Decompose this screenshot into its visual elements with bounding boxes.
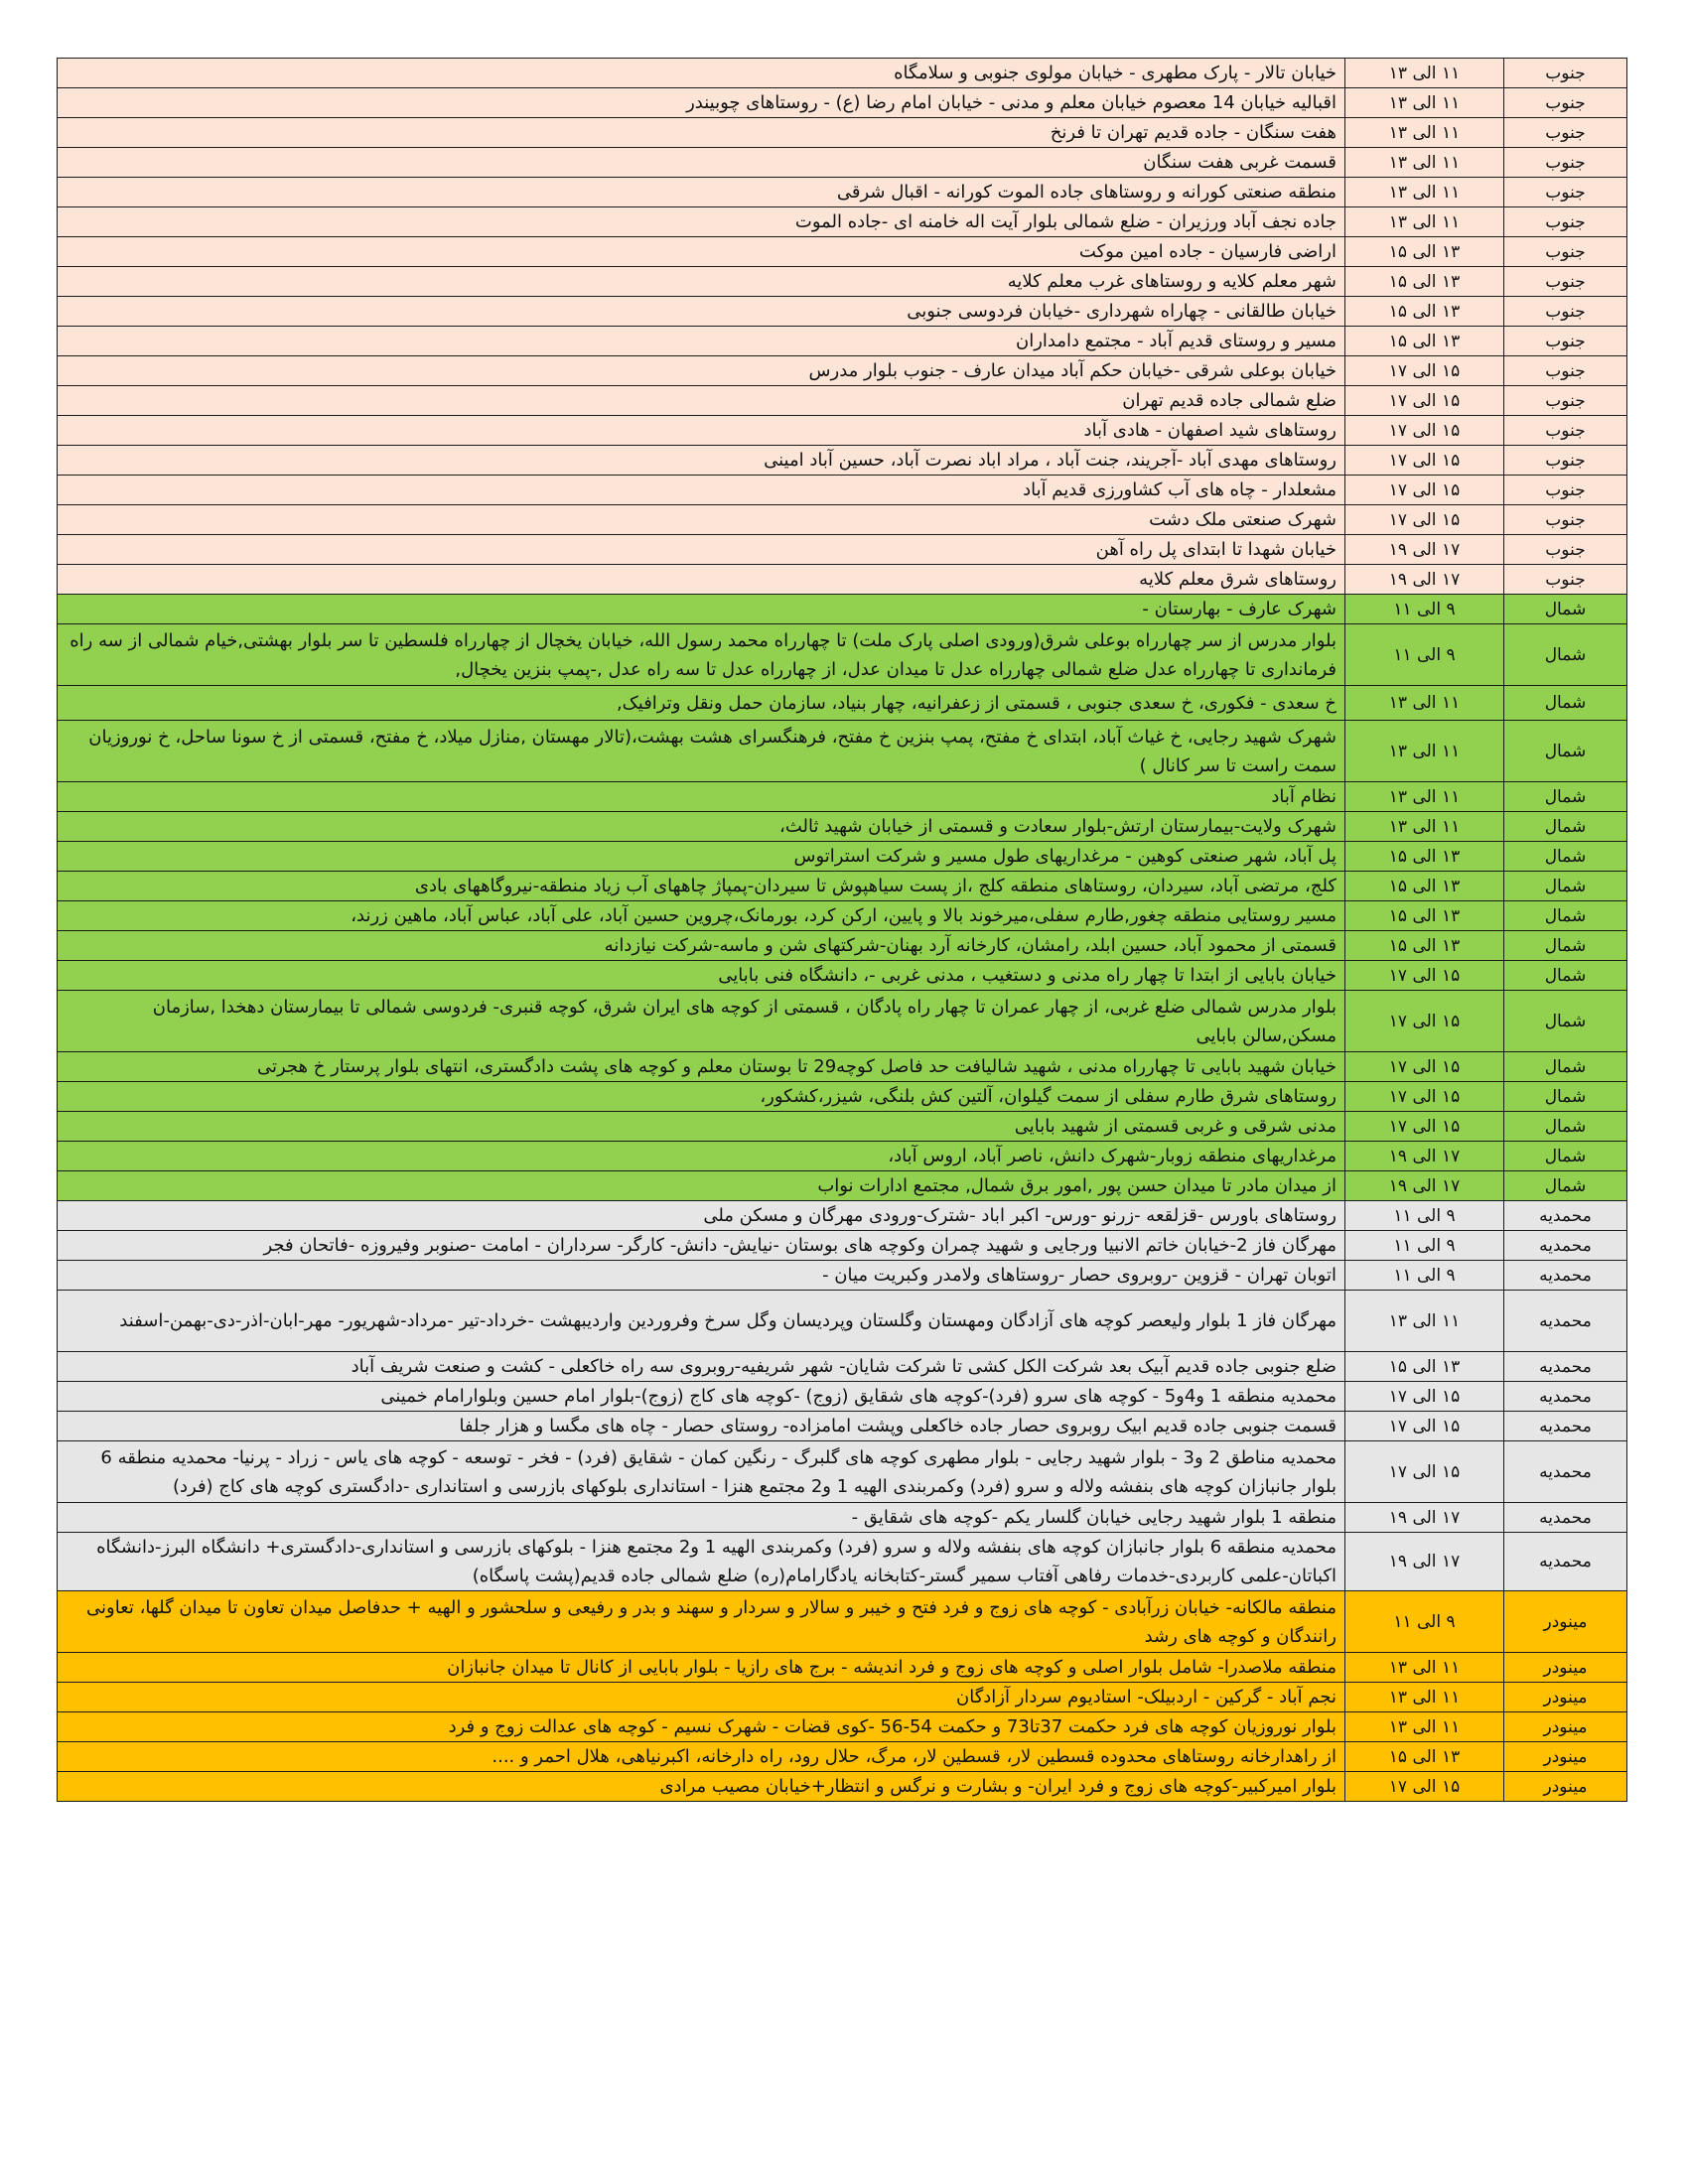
schedule-row xyxy=(58,782,1627,812)
schedule-row xyxy=(58,1142,1627,1171)
region-cell: جنوب xyxy=(1504,59,1627,88)
hours-cell: ۱۳ الی ۱۵ xyxy=(1345,931,1504,961)
schedule-row xyxy=(58,535,1627,565)
areas-cell: شهرک ولایت-بیمارستان ارتش-بلوار سعادت و قسمتی از خیابان شهید ثالث، xyxy=(58,812,1345,842)
region-cell: شمال xyxy=(1504,1052,1627,1082)
region-cell: محمدیه xyxy=(1504,1291,1627,1352)
hours-cell: ۱۱ الی ۱۳ xyxy=(1345,721,1504,782)
hours-cell: ۱۱ الی ۱۳ xyxy=(1345,686,1504,721)
hours-cell: ۱۱ الی ۱۳ xyxy=(1345,1653,1504,1683)
region-cell: شمال xyxy=(1504,1082,1627,1112)
region-cell: محمدیه xyxy=(1504,1261,1627,1291)
region-cell: جنوب xyxy=(1504,207,1627,237)
schedule-row xyxy=(58,297,1627,327)
schedule-row xyxy=(58,901,1627,931)
schedule-row xyxy=(58,446,1627,476)
areas-cell: از راهدارخانه روستاهای محدوده قسطین لار، قسطین لار، مرگ، حلال رود، راه دارخانه، اکبرنیاهی، هلال احمر و .... xyxy=(58,1742,1345,1772)
region-cell: محمدیه xyxy=(1504,1231,1627,1261)
region-cell: جنوب xyxy=(1504,535,1627,565)
region-cell: محمدیه xyxy=(1504,1503,1627,1533)
hours-cell: ۱۷ الی ۱۹ xyxy=(1345,1142,1504,1171)
region-cell: مینودر xyxy=(1504,1772,1627,1802)
hours-cell: ۱۳ الی ۱۵ xyxy=(1345,1352,1504,1382)
hours-cell: ۹ الی ۱۱ xyxy=(1345,1201,1504,1231)
schedule-row xyxy=(58,1412,1627,1441)
areas-cell: روستاهای شید اصفهان - هادی آباد xyxy=(58,416,1345,446)
schedule-row xyxy=(58,1653,1627,1683)
region-cell: جنوب xyxy=(1504,297,1627,327)
region-cell: شمال xyxy=(1504,991,1627,1052)
schedule-row xyxy=(58,991,1627,1052)
schedule-row xyxy=(58,1082,1627,1112)
areas-cell: مرغداریهای منطقه زوبار-شهرک دانش، ناصر آباد، اروس آباد، xyxy=(58,1142,1345,1171)
outage-schedule-table xyxy=(57,58,1627,1802)
areas-cell: بلوار امیرکبیر-کوچه های زوج و فرد ایران- و بشارت و نرگس و انتظار+خیابان مصیب مرادی xyxy=(58,1772,1345,1802)
areas-cell: مسیر و روستای قدیم آباد - مجتمع دامداران xyxy=(58,327,1345,356)
region-cell: شمال xyxy=(1504,1112,1627,1142)
hours-cell: ۱۵ الی ۱۷ xyxy=(1345,446,1504,476)
region-cell: محمدیه xyxy=(1504,1441,1627,1503)
schedule-row xyxy=(58,1772,1627,1802)
hours-cell: ۱۱ الی ۱۳ xyxy=(1345,1291,1504,1352)
schedule-row xyxy=(58,842,1627,872)
hours-cell: ۱۵ الی ۱۷ xyxy=(1345,1441,1504,1503)
areas-cell: مدنی شرقی و غربی قسمتی از شهید بابایی xyxy=(58,1112,1345,1142)
region-cell: شمال xyxy=(1504,901,1627,931)
schedule-row xyxy=(58,267,1627,297)
region-cell: مینودر xyxy=(1504,1653,1627,1683)
hours-cell: ۱۵ الی ۱۷ xyxy=(1345,1772,1504,1802)
hours-cell: ۱۱ الی ۱۳ xyxy=(1345,1712,1504,1742)
hours-cell: ۹ الی ۱۱ xyxy=(1345,1231,1504,1261)
hours-cell: ۱۵ الی ۱۷ xyxy=(1345,961,1504,991)
areas-cell: بلوار مدرس از سر چهارراه بوعلی شرق(ورودی اصلی پارک ملت) تا چهارراه محمد رسول الله، خیابان یخچال از چهارراه فلسطین تا سر بلوار بهشتی,خیام شمالی از سه راه فرمانداری تا چهارراه عدل ضلع شمالی چهارراه عدل تا میدان عدل، از چهارراه عدل تا سه راه عدل ,-پمپ بنزین یخچال, xyxy=(58,624,1345,686)
areas-cell: پل آباد، شهر صنعتی کوهین - مرغداریهای طول مسیر و شرکت استراتوس xyxy=(58,842,1345,872)
region-cell: جنوب xyxy=(1504,476,1627,505)
schedule-row xyxy=(58,505,1627,535)
schedule-row xyxy=(58,59,1627,88)
schedule-row xyxy=(58,476,1627,505)
areas-cell: خیابان طالقانی - چهاراه شهرداری -خیابان فردوسی جنوبی xyxy=(58,297,1345,327)
region-cell: جنوب xyxy=(1504,118,1627,148)
areas-cell: بلوار نوروزیان کوچه های فرد حکمت 37تا73 و حکمت 54-56 -کوی قضات - شهرک نسیم - کوچه های عدالت زوج و فرد xyxy=(58,1712,1345,1742)
hours-cell: ۱۱ الی ۱۳ xyxy=(1345,118,1504,148)
areas-cell: مهرگان فاز 2-خیابان خاتم الانبیا ورجایی و شهید چمران وکوچه های بوستان -نیایش- دانش- کارگر- سرداران - امامت -صنوبر وفیروزه -فاتحان فجر xyxy=(58,1231,1345,1261)
schedule-row xyxy=(58,386,1627,416)
schedule-row xyxy=(58,1503,1627,1533)
hours-cell: ۱۵ الی ۱۷ xyxy=(1345,356,1504,386)
hours-cell: ۹ الی ۱۱ xyxy=(1345,1261,1504,1291)
areas-cell: روستاهای شرق معلم کلایه xyxy=(58,565,1345,595)
areas-cell: ضلع شمالی جاده قدیم تهران xyxy=(58,386,1345,416)
hours-cell: ۱۳ الی ۱۵ xyxy=(1345,267,1504,297)
hours-cell: ۹ الی ۱۱ xyxy=(1345,595,1504,624)
schedule-row xyxy=(58,356,1627,386)
hours-cell: ۱۱ الی ۱۳ xyxy=(1345,782,1504,812)
schedule-row xyxy=(58,1231,1627,1261)
hours-cell: ۱۵ الی ۱۷ xyxy=(1345,1412,1504,1441)
region-cell: مینودر xyxy=(1504,1683,1627,1712)
areas-cell: از میدان مادر تا میدان حسن پور ,امور برق شمال, مجتمع ادارات نواب xyxy=(58,1171,1345,1201)
schedule-row xyxy=(58,416,1627,446)
hours-cell: ۱۷ الی ۱۹ xyxy=(1345,1503,1504,1533)
region-cell: شمال xyxy=(1504,1171,1627,1201)
hours-cell: ۱۳ الی ۱۵ xyxy=(1345,1742,1504,1772)
hours-cell: ۱۵ الی ۱۷ xyxy=(1345,1082,1504,1112)
schedule-row xyxy=(58,88,1627,118)
areas-cell: منطقه صنعتی کورانه و روستاهای جاده الموت کورانه - اقبال شرقی xyxy=(58,178,1345,207)
areas-cell: خیابان شهید بابایی تا چهارراه مدنی ، شهید شالیافت حد فاصل کوچه29 تا بوستان معلم و کوچه های پشت دادگستری، انتهای بلوار پرستار خ هجرتی xyxy=(58,1052,1345,1082)
areas-cell: روستاهای مهدی آباد -آجریند، جنت آباد ، مراد اباد نصرت آباد، حسین آباد امینی xyxy=(58,446,1345,476)
hours-cell: ۱۱ الی ۱۳ xyxy=(1345,148,1504,178)
areas-cell: کلج، مرتضی آباد، سیردان، روستاهای منطقه کلج ،از پست سیاهپوش تا سیردان-پمپاژ چاههای آب زیاد منطقه-نیروگاههای بادی xyxy=(58,872,1345,901)
region-cell: شمال xyxy=(1504,961,1627,991)
hours-cell: ۱۳ الی ۱۵ xyxy=(1345,901,1504,931)
areas-cell: منطقه ملاصدرا- شامل بلوار اصلی و کوچه های زوج و فرد اندیشه - برج های رازیا - بلوار بابایی از کانال تا میدان جانبازان xyxy=(58,1653,1345,1683)
hours-cell: ۹ الی ۱۱ xyxy=(1345,624,1504,686)
areas-cell: منطقه مالکانه- خیابان زرآبادی - کوچه های زوج و فرد فتح و خیبر و سالار و سردار و سهند و بدر و رفیعی و سلحشور و الهیه + حدفاصل میدان تعاون تا میدان گلها، تعاونی رانندگان و کوچه های رشد xyxy=(58,1591,1345,1653)
areas-cell: اراضی فارسیان - جاده امین موکت xyxy=(58,237,1345,267)
hours-cell: ۱۱ الی ۱۳ xyxy=(1345,59,1504,88)
schedule-row xyxy=(58,812,1627,842)
schedule-row xyxy=(58,1742,1627,1772)
region-cell: جنوب xyxy=(1504,416,1627,446)
region-cell: محمدیه xyxy=(1504,1412,1627,1441)
schedule-row xyxy=(58,686,1627,721)
schedule-row xyxy=(58,1291,1627,1352)
region-cell: جنوب xyxy=(1504,267,1627,297)
region-cell: جنوب xyxy=(1504,237,1627,267)
region-cell: شمال xyxy=(1504,782,1627,812)
schedule-row xyxy=(58,118,1627,148)
region-cell: مینودر xyxy=(1504,1742,1627,1772)
hours-cell: ۱۵ الی ۱۷ xyxy=(1345,505,1504,535)
areas-cell: اقبالیه خیابان 14 معصوم خیابان معلم و مدنی - خیابان امام رضا (ع) - روستاهای چوبیندر xyxy=(58,88,1345,118)
hours-cell: ۱۱ الی ۱۳ xyxy=(1345,207,1504,237)
region-cell: جنوب xyxy=(1504,88,1627,118)
region-cell: شمال xyxy=(1504,595,1627,624)
areas-cell: قسمت غربی هفت سنگان xyxy=(58,148,1345,178)
schedule-row xyxy=(58,178,1627,207)
region-cell: جنوب xyxy=(1504,446,1627,476)
hours-cell: ۱۷ الی ۱۹ xyxy=(1345,535,1504,565)
areas-cell: محمدیه مناطق 2 و3 - بلوار شهید رجایی - بلوار مطهری کوچه های گلبرگ - رنگین کمان - شقایق (فرد) - فخر - توسعه - کوچه های یاس - زراد - پرنیا- محمدیه منطقه 6 بلوار جانبازان کوچه های بنفشه ولاله و سرو (فرد) وکمربندی الهیه 1 و2 مجتمع هنزا - استانداری بلوکهای بازرسی و استانداری -دادگستری کوچه های کاج (فرد) xyxy=(58,1441,1345,1503)
areas-cell: خیابان بابایی از ابتدا تا چهار راه مدنی و دستغیب ، مدنی غربی -، دانشگاه فنی بابایی xyxy=(58,961,1345,991)
hours-cell: ۱۵ الی ۱۷ xyxy=(1345,416,1504,446)
region-cell: مینودر xyxy=(1504,1591,1627,1653)
schedule-row xyxy=(58,1352,1627,1382)
areas-cell: مشعلدار - چاه های آب کشاورزی قدیم آباد xyxy=(58,476,1345,505)
hours-cell: ۱۷ الی ۱۹ xyxy=(1345,1533,1504,1591)
areas-cell: مسیر روستایی منطقه چغور,طارم سفلی،میرخوند بالا و پایین، ارکن کرد، بورمانک،چروین حسین آباد، علی آباد، عباس آباد، ماهین زرند، xyxy=(58,901,1345,931)
schedule-row xyxy=(58,237,1627,267)
region-cell: جنوب xyxy=(1504,505,1627,535)
region-cell: شمال xyxy=(1504,931,1627,961)
schedule-row xyxy=(58,327,1627,356)
region-cell: محمدیه xyxy=(1504,1201,1627,1231)
areas-cell: هفت سنگان - جاده قدیم تهران تا فرنخ xyxy=(58,118,1345,148)
hours-cell: ۱۷ الی ۱۹ xyxy=(1345,1171,1504,1201)
schedule-row xyxy=(58,1712,1627,1742)
hours-cell: ۱۵ الی ۱۷ xyxy=(1345,1382,1504,1412)
areas-cell: بلوار مدرس شمالی ضلع غربی، از چهار عمران تا چهار راه پادگان ، قسمتی از کوچه های ایران شرق، کوچه قنبری- فردوسی شمالی تا بیمارستان دهخدا ,سازمان مسکن,سالن بابایی xyxy=(58,991,1345,1052)
areas-cell: خیابان بوعلی شرقی -خیابان حکم آباد میدان عارف - جنوب بلوار مدرس xyxy=(58,356,1345,386)
hours-cell: ۹ الی ۱۱ xyxy=(1345,1591,1504,1653)
areas-cell: اتوبان تهران - قزوین -روبروی حصار -روستاهای ولامدر وکبریت میان - xyxy=(58,1261,1345,1291)
schedule-row xyxy=(58,1591,1627,1653)
region-cell: شمال xyxy=(1504,872,1627,901)
region-cell: جنوب xyxy=(1504,148,1627,178)
areas-cell: ضلع جنوبی جاده قدیم آبیک بعد شرکت الکل کشی تا شرکت شایان- شهر شریفیه-روبروی سه راه خاکعلی - کشت و صنعت شریف آباد xyxy=(58,1352,1345,1382)
schedule-row xyxy=(58,1171,1627,1201)
schedule-row xyxy=(58,624,1627,686)
hours-cell: ۱۳ الی ۱۵ xyxy=(1345,842,1504,872)
region-cell: شمال xyxy=(1504,1142,1627,1171)
region-cell: جنوب xyxy=(1504,356,1627,386)
region-cell: شمال xyxy=(1504,842,1627,872)
schedule-row xyxy=(58,1261,1627,1291)
areas-cell: خ سعدی - فکوری، خ سعدی جنوبی ، قسمتی از زعفرانیه، چهار بنیاد، سازمان حمل ونقل وترافیک, xyxy=(58,686,1345,721)
hours-cell: ۱۱ الی ۱۳ xyxy=(1345,1683,1504,1712)
areas-cell: مهرگان فاز 1 بلوار ولیعصر کوچه های آزادگان ومهستان وگلستان وپردیسان وگل سرخ وفروردین واردیبهشت -خرداد-تیر -مرداد-شهریور- مهر-ابان-اذر-دی-بهمن-اسفند xyxy=(58,1291,1345,1352)
schedule-row xyxy=(58,1201,1627,1231)
region-cell: محمدیه xyxy=(1504,1533,1627,1591)
schedule-row xyxy=(58,1382,1627,1412)
schedule-row xyxy=(58,1441,1627,1503)
areas-cell: خیابان تالار - پارک مطهری - خیابان مولوی جنوبی و سلامگاه xyxy=(58,59,1345,88)
schedule-row xyxy=(58,565,1627,595)
areas-cell: شهر معلم کلایه و روستاهای غرب معلم کلایه xyxy=(58,267,1345,297)
areas-cell: منطقه 1 بلوار شهید رجایی خیابان گلسار یکم -کوچه های شقایق - xyxy=(58,1503,1345,1533)
areas-cell: نجم آباد - گرکین - اردبیلک- استادیوم سردار آزادگان xyxy=(58,1683,1345,1712)
region-cell: جنوب xyxy=(1504,178,1627,207)
hours-cell: ۱۳ الی ۱۵ xyxy=(1345,327,1504,356)
hours-cell: ۱۵ الی ۱۷ xyxy=(1345,1052,1504,1082)
areas-cell: قسمت جنوبی جاده قدیم ابیک روبروی حصار جاده خاکعلی وپشت امامزاده- روستای حصار - چاه های مگسا و هزار جلفا xyxy=(58,1412,1345,1441)
region-cell: محمدیه xyxy=(1504,1352,1627,1382)
hours-cell: ۱۵ الی ۱۷ xyxy=(1345,386,1504,416)
schedule-row xyxy=(58,961,1627,991)
region-cell: شمال xyxy=(1504,721,1627,782)
hours-cell: ۱۳ الی ۱۵ xyxy=(1345,872,1504,901)
region-cell: شمال xyxy=(1504,686,1627,721)
areas-cell: روستاهای شرق طارم سفلی از سمت گیلوان، آلتین کش بلنگی، شیزر،کشکور، xyxy=(58,1082,1345,1112)
schedule-row xyxy=(58,1052,1627,1082)
region-cell: مینودر xyxy=(1504,1712,1627,1742)
region-cell: جنوب xyxy=(1504,327,1627,356)
areas-cell: شهرک شهید رجایی، خ غیاث آباد، ابتدای خ مفتح، پمپ بنزین خ مفتح، فرهنگسرای هشت بهشت،(تالار مهستان ,منازل میلاد، خ مفتح، قسمتی از خ سونا ساحل، خ نوروزیان سمت راست تا سر کانال ) xyxy=(58,721,1345,782)
schedule-row xyxy=(58,721,1627,782)
region-cell: جنوب xyxy=(1504,565,1627,595)
region-cell: محمدیه xyxy=(1504,1382,1627,1412)
areas-cell: قسمتی از محمود آباد، حسین ابلد، رامشان، کارخانه آرد بهنان-شرکتهای شن و ماسه-شرکت نیازدانه xyxy=(58,931,1345,961)
hours-cell: ۱۱ الی ۱۳ xyxy=(1345,812,1504,842)
schedule-row xyxy=(58,1683,1627,1712)
schedule-row xyxy=(58,148,1627,178)
hours-cell: ۱۳ الی ۱۵ xyxy=(1345,297,1504,327)
region-cell: جنوب xyxy=(1504,386,1627,416)
areas-cell: خیابان شهدا تا ابتدای پل راه آهن xyxy=(58,535,1345,565)
schedule-row xyxy=(58,931,1627,961)
schedule-row xyxy=(58,872,1627,901)
hours-cell: ۱۵ الی ۱۷ xyxy=(1345,476,1504,505)
areas-cell: نظام آباد xyxy=(58,782,1345,812)
hours-cell: ۱۱ الی ۱۳ xyxy=(1345,178,1504,207)
areas-cell: محمدیه منطقه 6 بلوار جانبازان کوچه های بنفشه ولاله و سرو (فرد) وکمربندی الهیه 1 و2 مجتمع هنزا - بلوکهای بازرسی و استانداری-دادگستری+ دانشگاه البرز-دانشگاه اکباتان-علمی کاربردی-خدمات رفاهی آفتاب سمیر گستر-کتابخانه یادگارامام(ره) ضلع شمالی جاده قدیم(پشت پاسگاه) xyxy=(58,1533,1345,1591)
region-cell: شمال xyxy=(1504,812,1627,842)
hours-cell: ۱۳ الی ۱۵ xyxy=(1345,237,1504,267)
areas-cell: روستاهای باورس -قزلقعه -زرنو -ورس- اکبر اباد -شترک-ورودی مهرگان و مسکن ملی xyxy=(58,1201,1345,1231)
hours-cell: ۱۵ الی ۱۷ xyxy=(1345,1112,1504,1142)
areas-cell: جاده نجف آباد ورزیران - ضلع شمالی بلوار آیت اله خامنه ای -جاده الموت xyxy=(58,207,1345,237)
schedule-row xyxy=(58,207,1627,237)
schedule-row xyxy=(58,595,1627,624)
hours-cell: ۱۱ الی ۱۳ xyxy=(1345,88,1504,118)
areas-cell: محمدیه منطقه 1 و4و5 - کوچه های سرو (فرد)-کوچه های شقایق (زوج) -کوچه های کاج (زوج)-بلوار امام حسین وبلوارامام خمینی xyxy=(58,1382,1345,1412)
region-cell: شمال xyxy=(1504,624,1627,686)
schedule-row xyxy=(58,1533,1627,1591)
hours-cell: ۱۵ الی ۱۷ xyxy=(1345,991,1504,1052)
schedule-row xyxy=(58,1112,1627,1142)
areas-cell: شهرک صنعتی ملک دشت xyxy=(58,505,1345,535)
areas-cell: شهرک عارف - بهارستان - xyxy=(58,595,1345,624)
hours-cell: ۱۷ الی ۱۹ xyxy=(1345,565,1504,595)
